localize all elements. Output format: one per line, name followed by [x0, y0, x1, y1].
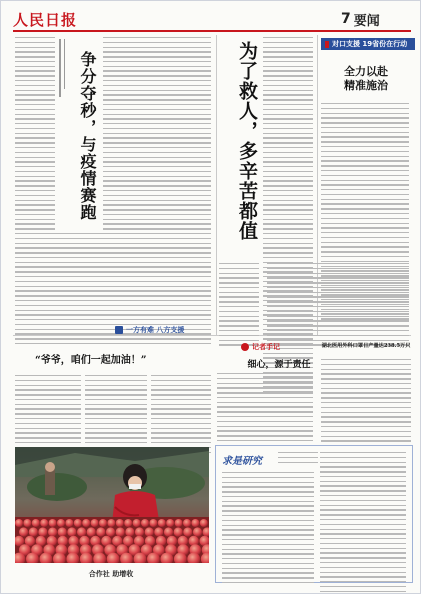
- body-text-column: [219, 263, 259, 346]
- tomato: [158, 519, 166, 527]
- tomato: [166, 519, 174, 527]
- masthead-logo: 人民日报: [13, 11, 78, 29]
- tomato: [57, 519, 65, 527]
- column-divider: [216, 35, 217, 335]
- tag-marker: [241, 343, 249, 351]
- body-text-column: [151, 375, 211, 453]
- tomato: [65, 519, 73, 527]
- tomato: [77, 527, 86, 536]
- tomato: [40, 519, 48, 527]
- subheadline-vertical: [59, 39, 65, 97]
- right-story-tag-label: 对口支援 19省份在行动: [332, 40, 408, 48]
- lower-left-headline: “爷爷，咱们一起加油！”: [35, 355, 147, 366]
- tomato: [106, 527, 115, 536]
- tomato: [58, 527, 67, 536]
- body-text-column: [85, 375, 147, 453]
- tomato: [48, 527, 57, 536]
- brief-headline: 湖北医用外科口罩日产量达238.5万只: [321, 343, 411, 349]
- body-text-block: [267, 263, 409, 346]
- left-story-headline: 争分夺秒，与疫情赛跑: [78, 51, 97, 221]
- tomato: [124, 519, 132, 527]
- tomato: [175, 519, 183, 527]
- tomato: [38, 527, 47, 536]
- body-text-column: [15, 375, 81, 453]
- commentary-tag-label: 记者手记: [252, 343, 280, 351]
- tomato: [15, 519, 23, 527]
- tomato: [200, 519, 208, 527]
- section-tag: [115, 325, 184, 335]
- right-story-headline-1: 全力以赴: [344, 65, 388, 78]
- tomato: [183, 519, 191, 527]
- promo-box: [215, 445, 413, 583]
- tomato: [183, 527, 192, 536]
- tomato: [74, 519, 82, 527]
- tomato: [87, 527, 96, 536]
- tomato: [135, 527, 144, 536]
- section-tag-label: 一方有难 八方支援: [126, 326, 185, 334]
- tomato: [91, 519, 99, 527]
- news-photo: [15, 447, 209, 563]
- tag-marker: [325, 41, 329, 48]
- right-story-headline-2: 精准施治: [344, 79, 388, 92]
- tomato: [107, 519, 115, 527]
- section-name: 要闻: [353, 13, 380, 29]
- tomato: [193, 527, 202, 536]
- tag-marker: [115, 326, 123, 334]
- tomato: [154, 527, 163, 536]
- commentary-headline: 细心，源于责任: [247, 360, 311, 370]
- tomato: [32, 519, 40, 527]
- promo-logo: 求是研究: [222, 456, 262, 467]
- tomato: [133, 519, 141, 527]
- page-header: [341, 9, 413, 29]
- promo-list: [320, 452, 406, 594]
- page-number: 7: [341, 11, 351, 27]
- tomato: [149, 519, 157, 527]
- tomato: [67, 527, 76, 536]
- tomato: [49, 519, 57, 527]
- commentary-tag: [241, 342, 280, 352]
- tomato: [82, 519, 90, 527]
- right-story-tag: [321, 38, 415, 50]
- tomato: [99, 519, 107, 527]
- tomato: [191, 519, 199, 527]
- promo-header-text: [278, 452, 318, 463]
- tomato: [141, 519, 149, 527]
- center-story-headline: 为了救人，多辛苦都值: [236, 41, 258, 241]
- farm-photo-illustration: [15, 447, 209, 563]
- photo-caption: 合作社 助增收: [88, 570, 134, 578]
- tomato: [174, 527, 183, 536]
- tomato: [23, 519, 31, 527]
- tomato: [116, 527, 125, 536]
- tomato: [164, 527, 173, 536]
- tomato: [96, 527, 105, 536]
- tomato: [123, 536, 133, 546]
- masthead-rule: [13, 30, 411, 32]
- tomato: [125, 527, 134, 536]
- promo-list: [222, 472, 314, 583]
- tomato: [145, 527, 154, 536]
- tomato: [116, 519, 124, 527]
- tomato: [29, 527, 38, 536]
- tomato: [19, 527, 28, 536]
